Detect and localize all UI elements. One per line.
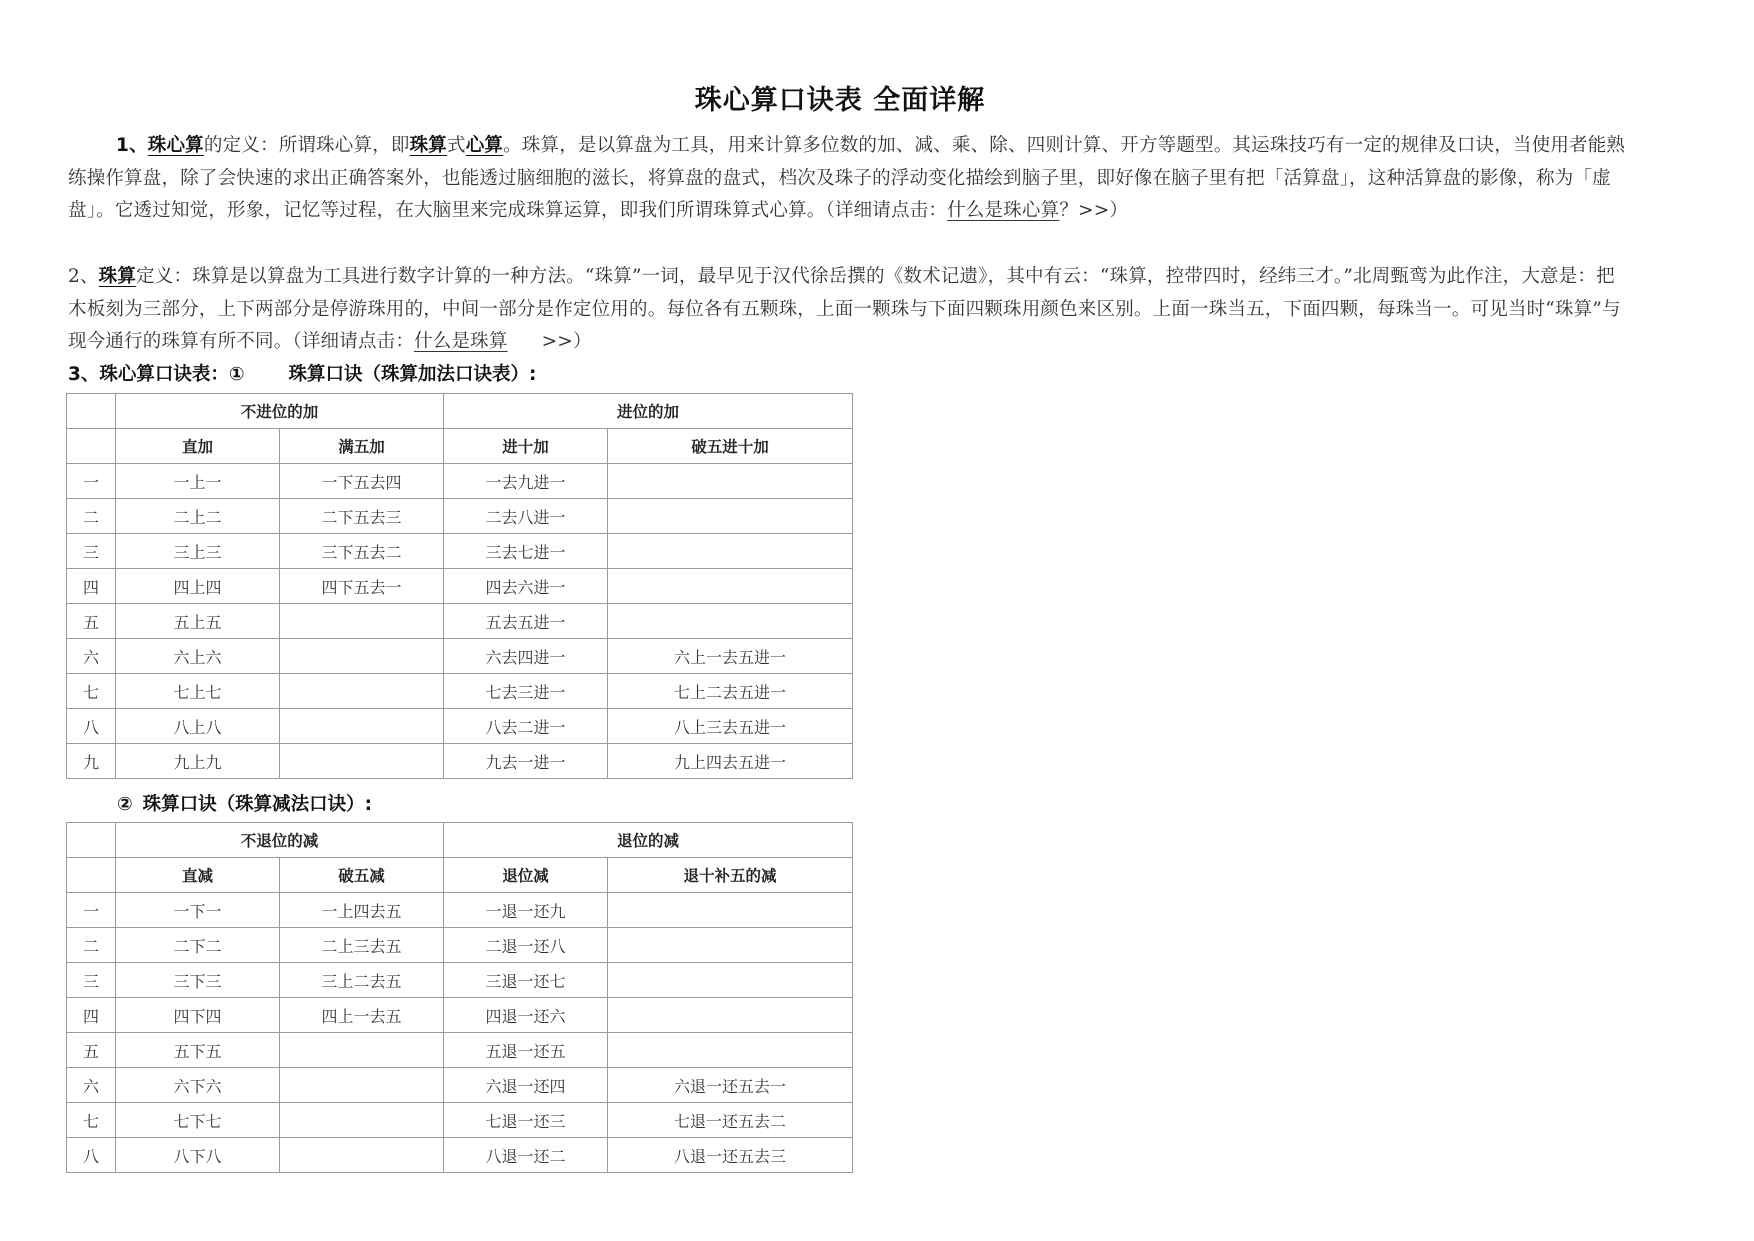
- table-group-header-row: [67, 823, 853, 858]
- section-3-label: 3、珠心算口诀表：: [68, 364, 229, 385]
- paragraph-definition-zhuxinsuan: [68, 130, 1628, 228]
- table-cell: 一上四去五: [280, 893, 444, 928]
- row-label-cell: 五: [67, 604, 116, 639]
- table-column-header-row: [67, 429, 853, 464]
- table-cell: 三下五去二: [280, 534, 444, 569]
- table-row: [67, 893, 853, 928]
- table-cell: 九上九: [116, 744, 280, 779]
- table-cell: 六下六: [116, 1068, 280, 1103]
- addition-table-heading: 珠算口诀（珠算加法口诀表）:: [288, 364, 537, 385]
- table-cell: 三上二去五: [280, 963, 444, 998]
- row-label-cell: 四: [67, 569, 116, 604]
- group-header-borrow: 退位的减: [444, 823, 853, 858]
- table-cell: 五上五: [116, 604, 280, 639]
- table-cell: 一上一: [116, 464, 280, 499]
- table-cell: [608, 604, 853, 639]
- table-cell: 四退一还六: [444, 998, 608, 1033]
- row-label-cell: 六: [67, 1068, 116, 1103]
- table-row: [67, 709, 853, 744]
- row-label-cell: 五: [67, 1033, 116, 1068]
- table-cell: 四下四: [116, 998, 280, 1033]
- subtraction-rhyme-table: [66, 822, 853, 1173]
- column-header: 破五减: [280, 858, 444, 893]
- table-cell: [608, 893, 853, 928]
- table-cell: [608, 928, 853, 963]
- column-header: 退十补五的减: [608, 858, 853, 893]
- table-cell: 七退一还三: [444, 1103, 608, 1138]
- table-row: [67, 674, 853, 709]
- table-row: [67, 1103, 853, 1138]
- row-label-cell: 八: [67, 709, 116, 744]
- table-cell: [280, 604, 444, 639]
- table-cell: 五下五: [116, 1033, 280, 1068]
- table-cell: [608, 569, 853, 604]
- table-cell: 三去七进一: [444, 534, 608, 569]
- table-cell: [608, 963, 853, 998]
- table-cell: 八退一还二: [444, 1138, 608, 1173]
- table-cell: [280, 1138, 444, 1173]
- table-row: [67, 569, 853, 604]
- table-row: [67, 639, 853, 674]
- table-cell: 二上三去五: [280, 928, 444, 963]
- table-cell: 八去二进一: [444, 709, 608, 744]
- group-header-no-borrow: 不退位的减: [116, 823, 444, 858]
- table-cell: [608, 998, 853, 1033]
- table-cell: 七去三进一: [444, 674, 608, 709]
- table-row: [67, 1068, 853, 1103]
- link-what-is-zhusuan[interactable]: 什么是珠算: [414, 331, 508, 352]
- row-label-cell: 七: [67, 1103, 116, 1138]
- row-label-cell: 一: [67, 893, 116, 928]
- para1-text-4: ？>>）: [1059, 200, 1129, 221]
- table-corner-cell: [67, 429, 116, 464]
- para1-text-2: 式: [447, 135, 466, 156]
- table-row: [67, 464, 853, 499]
- table-cell: 二上二: [116, 499, 280, 534]
- table-cell: 四上一去五: [280, 998, 444, 1033]
- table-row: [67, 1033, 853, 1068]
- page-title: 珠心算口诀表 全面详解: [694, 85, 986, 116]
- paragraph-definition-zhusuan: [68, 261, 1628, 359]
- row-label-cell: 六: [67, 639, 116, 674]
- table-column-header-row: [67, 858, 853, 893]
- para1-text-1: 的定义：所谓珠心算，即: [203, 135, 410, 156]
- column-header: 进十加: [444, 429, 608, 464]
- term-zhuxinsuan: 珠心算: [147, 135, 204, 156]
- table-row: [67, 499, 853, 534]
- table-cell: 一下一: [116, 893, 280, 928]
- para2-number: 2、: [68, 266, 99, 287]
- para1-number: 1、: [116, 135, 148, 156]
- table-cell: 九去一进一: [444, 744, 608, 779]
- table-cell: 九上四去五进一: [608, 744, 853, 779]
- table-cell: 一去九进一: [444, 464, 608, 499]
- table-cell: 四下五去一: [280, 569, 444, 604]
- table-group-header-row: [67, 394, 853, 429]
- table-cell: 七退一还五去二: [608, 1103, 853, 1138]
- group-header-no-carry: 不进位的加: [116, 394, 444, 429]
- table-cell: 八退一还五去三: [608, 1138, 853, 1173]
- table-cell: [280, 639, 444, 674]
- table-cell: [608, 499, 853, 534]
- table-cell: 二退一还八: [444, 928, 608, 963]
- section-3-heading: [68, 360, 536, 386]
- table-cell: [608, 534, 853, 569]
- table-cell: 一退一还九: [444, 893, 608, 928]
- table-cell: 六去四进一: [444, 639, 608, 674]
- table-cell: 三上三: [116, 534, 280, 569]
- table-cell: [280, 1103, 444, 1138]
- table-cell: [280, 674, 444, 709]
- table-cell: 七上二去五进一: [608, 674, 853, 709]
- para1-text-3: 。珠算，是以算盘为工具，用来计算多位数的加、减、乘、除、四则计算、开方等题型。其运珠技巧有一定的规律及口诀，当使用者能熟练操作算盘，除了会快速的求出正确答案外，也能透过脑细胞的滋长，将算盘的盘式，档次及珠子的浮动变化描绘到脑子里，即好像在脑子里有把「活算盘」，这种活算盘的影像，称为「虚盘」。它透过知觉，形象，记忆等过程，在大脑里来完成珠算运算，即我们所谓珠算式心算。（详细请点击：: [68, 135, 1626, 221]
- table-cell: 五退一还五: [444, 1033, 608, 1068]
- term-xinsuan: 心算: [465, 135, 504, 156]
- table-cell: 六退一还四: [444, 1068, 608, 1103]
- table-cell: 三退一还七: [444, 963, 608, 998]
- column-header: 直加: [116, 429, 280, 464]
- table-cell: 二下二: [116, 928, 280, 963]
- table-cell: [280, 1033, 444, 1068]
- table-cell: 六退一还五去一: [608, 1068, 853, 1103]
- table-corner-cell: [67, 823, 116, 858]
- para2-text-1: 定义：珠算是以算盘为工具进行数字计算的一种方法。“珠算”一词，最早见于汉代徐岳撰的《数术记遗》，其中有云：“珠算，控带四时，经纬三才。”北周甄鸾为此作注，大意是：把木板刻为三部分，上下两部分是停游珠用的，中间一部分是作定位用的。每位各有五颗珠，上面一颗珠与下面四颗珠用颜色来区别。上面一珠当五，下面四颗，每珠当一。可见当时“珠算”与现今通行的珠算有所不同。（详细请点击：: [68, 266, 1621, 352]
- table-cell: 四上四: [116, 569, 280, 604]
- table-cell: [608, 464, 853, 499]
- group-header-carry: 进位的加: [444, 394, 853, 429]
- table-cell: 八下八: [116, 1138, 280, 1173]
- table-row: [67, 998, 853, 1033]
- table-row: [67, 534, 853, 569]
- row-label-cell: 七: [67, 674, 116, 709]
- table-cell: 六上一去五进一: [608, 639, 853, 674]
- table-row: [67, 928, 853, 963]
- para2-text-2: >>）: [541, 331, 592, 352]
- table-cell: 三下三: [116, 963, 280, 998]
- column-header: 破五进十加: [608, 429, 853, 464]
- table-corner-cell: [67, 394, 116, 429]
- table-row: [67, 604, 853, 639]
- marker-2: ②: [117, 794, 133, 815]
- table-cell: 四去六进一: [444, 569, 608, 604]
- table-cell: 八上三去五进一: [608, 709, 853, 744]
- table-cell: 七下七: [116, 1103, 280, 1138]
- row-label-cell: 二: [67, 928, 116, 963]
- table-cell: [608, 1033, 853, 1068]
- row-label-cell: 八: [67, 1138, 116, 1173]
- row-label-cell: 三: [67, 534, 116, 569]
- term-zhusuan-2: 珠算: [98, 266, 137, 287]
- table-row: [67, 963, 853, 998]
- table-cell: [280, 709, 444, 744]
- table-cell: 六上六: [116, 639, 280, 674]
- marker-1: ①: [228, 364, 245, 385]
- subtraction-heading: [117, 790, 372, 816]
- row-label-cell: 二: [67, 499, 116, 534]
- table-row: [67, 1138, 853, 1173]
- table-cell: 五去五进一: [444, 604, 608, 639]
- table-cell: 二去八进一: [444, 499, 608, 534]
- table-cell: [280, 1068, 444, 1103]
- row-label-cell: 一: [67, 464, 116, 499]
- table-cell: 七上七: [116, 674, 280, 709]
- link-what-is-zhuxinsuan[interactable]: 什么是珠心算: [947, 200, 1060, 221]
- term-zhusuan: 珠算: [409, 135, 447, 156]
- table-cell: 二下五去三: [280, 499, 444, 534]
- row-label-cell: 四: [67, 998, 116, 1033]
- table-corner-cell: [67, 858, 116, 893]
- column-header: 直减: [116, 858, 280, 893]
- table-cell: [280, 744, 444, 779]
- row-label-cell: 九: [67, 744, 116, 779]
- column-header: 退位减: [444, 858, 608, 893]
- table-cell: 八上八: [116, 709, 280, 744]
- table-row: [67, 744, 853, 779]
- table-cell: 一下五去四: [280, 464, 444, 499]
- row-label-cell: 三: [67, 963, 116, 998]
- column-header: 满五加: [280, 429, 444, 464]
- subtraction-table-heading: 珠算口诀（珠算减法口诀）:: [142, 794, 373, 815]
- addition-rhyme-table: [66, 393, 853, 779]
